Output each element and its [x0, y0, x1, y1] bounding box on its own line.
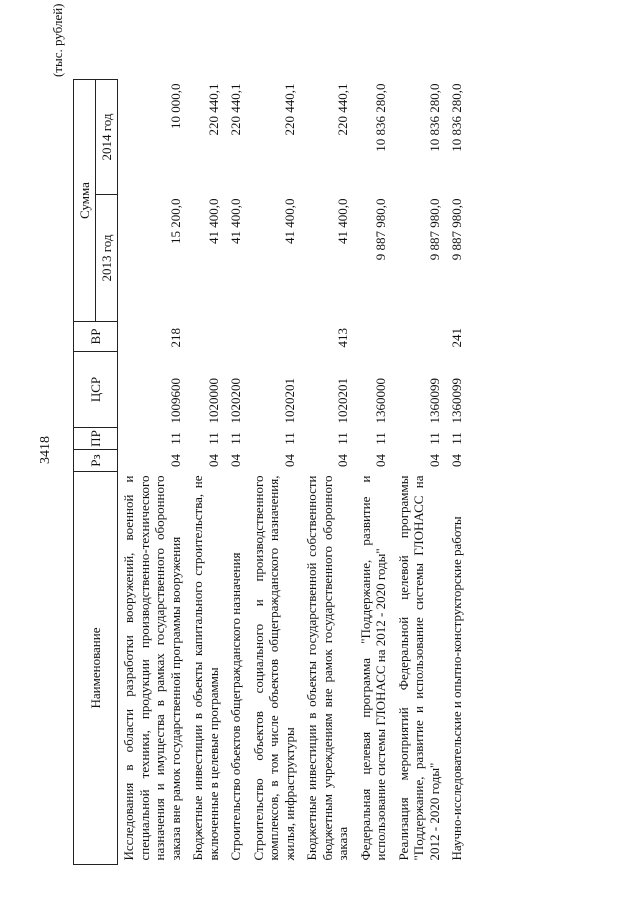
header-sum: Сумма	[74, 80, 96, 322]
budget-table	[73, 79, 469, 865]
row-vr: 218	[167, 328, 183, 348]
row-name: Научно-исследовательские и опытно-конструкторские работы	[449, 516, 464, 861]
row-rz: 04	[228, 454, 243, 467]
header-vr: ВР	[74, 322, 118, 352]
table-row	[187, 80, 225, 865]
row-pr: 11	[449, 432, 464, 445]
row-rz: 04	[167, 454, 183, 467]
row-vr: 241	[449, 328, 464, 348]
row-csr: 1020201	[335, 378, 350, 424]
row-pr: 11	[167, 432, 183, 445]
row-pr: 11	[205, 432, 221, 445]
row-csr: 1360099	[449, 378, 464, 424]
row-name: Бюджетные инвестиции в объекты капитального строительства, не включенные в целевые программы	[190, 475, 221, 861]
row-amount-2014: 220 440,1	[281, 83, 297, 136]
row-amount-2014: 220 440,1	[228, 83, 243, 136]
header-name: Наименование	[74, 472, 118, 865]
row-pr: 11	[281, 432, 297, 445]
row-name: Строительство объектов социального и производственного комплексов, в том числе объектов общегражданского назначения, жилья, инфраструктуры	[250, 475, 297, 861]
row-pr: 11	[426, 432, 442, 445]
row-amount-2013: 15 200,0	[167, 198, 183, 244]
row-csr: 1020000	[205, 378, 221, 424]
header-rz: Рз	[74, 450, 118, 472]
page-number: 3418	[38, 436, 53, 464]
row-amount-2014: 10 836 280,0	[426, 83, 442, 152]
row-amount-2013: 9 887 980,0	[449, 198, 464, 261]
row-vr	[355, 322, 393, 352]
header-pr: ПР	[74, 428, 118, 450]
row-name: Строительство объектов общегражданского назначения	[228, 552, 243, 861]
header-csr: ЦСР	[74, 352, 118, 428]
table-row	[355, 80, 393, 865]
row-csr: 1009600	[167, 378, 183, 424]
row-rz: 04	[335, 454, 350, 467]
row-rz: 04	[205, 454, 221, 467]
table-body	[118, 80, 469, 865]
row-amount-2013: 9 887 980,0	[373, 198, 388, 261]
row-vr: 413	[335, 328, 350, 348]
row-csr: 1020200	[228, 378, 243, 424]
row-csr: 1360099	[426, 378, 442, 424]
row-amount-2013: 9 887 980,0	[426, 198, 442, 261]
row-amount-2013: 41 400,0	[228, 198, 243, 244]
row-vr	[187, 322, 225, 352]
row-name: Исследования в области разработки вооружений, военной и специальной техники, продукции производственно-технического назначения и имущества в рамках государственного оборонного заказа вне рамок государственной программы вооружения	[121, 475, 183, 861]
row-amount-2014: 10 836 280,0	[373, 83, 388, 152]
table-row	[301, 80, 355, 865]
row-pr: 11	[373, 432, 388, 445]
row-amount-2014: 220 440,1	[335, 83, 350, 136]
table-row	[118, 80, 188, 865]
table-row	[248, 80, 302, 865]
row-vr	[248, 322, 302, 352]
row-amount-2014: 220 440,1	[205, 83, 221, 136]
row-pr: 11	[228, 432, 243, 445]
header-2014: 2014 год	[96, 80, 118, 195]
table-row	[446, 80, 469, 865]
row-rz: 04	[426, 454, 442, 467]
row-amount-2013: 41 400,0	[205, 198, 221, 244]
row-pr: 11	[335, 432, 350, 445]
header-2013: 2013 год	[96, 195, 118, 322]
table-header	[74, 80, 118, 865]
row-name: Реализация мероприятий Федеральной целевой программы "Поддержание, развитие и использование системы ГЛОНАСС на 2012 - 2020 годы"	[395, 475, 442, 861]
row-amount-2014: 10 836 280,0	[449, 83, 464, 152]
row-csr: 1020201	[281, 378, 297, 424]
row-amount-2014: 10 000,0	[167, 83, 183, 129]
row-name: Бюджетные инвестиции в объекты государственной собственности бюджетным учреждениям вне рамок государственного оборонного заказа	[304, 475, 350, 861]
row-vr	[393, 322, 447, 352]
row-amount-2013: 41 400,0	[335, 198, 350, 244]
row-rz: 04	[281, 454, 297, 467]
table-row	[225, 80, 248, 865]
row-amount-2013: 41 400,0	[281, 198, 297, 244]
table-row	[393, 80, 447, 865]
units-label: (тыс. рублей)	[50, 3, 65, 77]
row-rz: 04	[373, 454, 388, 467]
row-name: Федеральная целевая программа "Поддержание, развитие и использование системы ГЛОНАСС на 2012 - 2020 годы"	[357, 475, 388, 861]
row-vr	[225, 322, 248, 352]
row-rz: 04	[449, 454, 464, 467]
row-csr: 1360000	[373, 378, 388, 424]
